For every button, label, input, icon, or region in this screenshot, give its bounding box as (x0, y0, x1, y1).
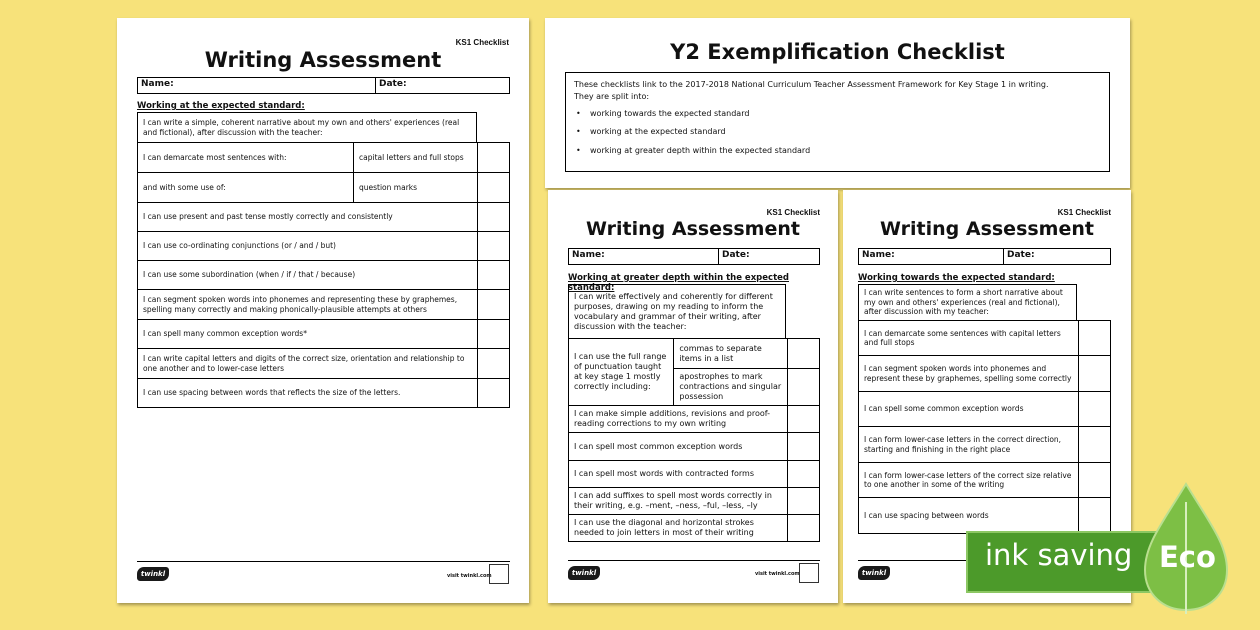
intro-statement: I can write a simple, coherent narrative about my own and others' experiences (real and fictional), after discussion with the teacher: (138, 113, 477, 143)
worksheet-title: Writing Assessment (204, 48, 442, 72)
info-line-1: These checklists link to the 2017-2018 National Curriculum Teacher Assessment Framework for Key Stage 1 in writing. (574, 80, 1049, 89)
section-heading: Working at the expected standard: (137, 101, 305, 111)
visit-link[interactable]: visit twinkl.com (755, 571, 800, 577)
table-row (859, 498, 1111, 534)
section-heading: Working at greater depth within the expected standard: (568, 273, 789, 293)
statement: I can use spacing between words (859, 498, 1079, 534)
table-row (859, 427, 1111, 463)
tick-box[interactable] (478, 203, 510, 232)
quality-badge-icon (799, 563, 819, 583)
name-date-box (137, 77, 510, 94)
table-row (138, 261, 510, 290)
section-heading: Working towards the expected standard: (858, 273, 1055, 283)
tick-box[interactable] (787, 369, 819, 406)
tick-box[interactable] (1078, 498, 1110, 534)
tick-box[interactable] (1078, 392, 1110, 427)
tick-box[interactable] (478, 173, 510, 203)
table-row (138, 320, 510, 349)
table-row (138, 143, 510, 173)
tick-box[interactable] (787, 461, 819, 488)
statement: I can make simple additions, revisions and proof-reading corrections to my own writing (569, 406, 788, 433)
footer-divider (568, 560, 820, 561)
statement: I can segment spoken words into phonemes and represent these by graphemes, spelling some correctly (859, 356, 1079, 392)
footer-divider (137, 561, 510, 562)
tick-box[interactable] (1078, 427, 1110, 463)
table-row (138, 290, 510, 320)
table-row (138, 379, 510, 408)
visit-link[interactable]: visit twinkl.com (447, 573, 492, 579)
table-row (569, 406, 820, 433)
table-row (859, 392, 1111, 427)
name-label: Name: (569, 249, 719, 264)
statement: I can demarcate most sentences with: (138, 143, 354, 173)
tick-box[interactable] (478, 290, 510, 320)
table-row (859, 321, 1111, 356)
tick-box[interactable] (1078, 321, 1110, 356)
statement: I can use present and past tense mostly correctly and consistently (138, 203, 478, 232)
name-date-box (858, 248, 1111, 265)
table-row (569, 433, 820, 461)
checklist-table (568, 338, 820, 542)
statement: I can write capital letters and digits of the correct size, orientation and relationship to one another and to lower-case letters (138, 349, 478, 379)
statement-detail: capital letters and full stops (354, 143, 478, 173)
tick-box[interactable] (478, 379, 510, 408)
name-label: Name: (138, 78, 376, 93)
worksheet-title: Writing Assessment (586, 218, 800, 240)
intro-table (568, 284, 786, 339)
intro-table (137, 112, 477, 143)
tick-box[interactable] (787, 433, 819, 461)
ink-saving-text: ink saving (985, 538, 1133, 572)
info-line-2: They are split into: (574, 92, 650, 102)
statement: I can form lower-case letters in the correct direction, starting and finishing in the right place (859, 427, 1079, 463)
statement: I can spell most common exception words (569, 433, 788, 461)
statement: I can use some subordination (when / if / that / because) (138, 261, 478, 290)
statement: I can form lower-case letters of the correct size relative to one another in some of the writing (859, 463, 1079, 498)
worksheet-greater-depth (548, 190, 838, 603)
standards-list (574, 108, 1101, 157)
tick-box[interactable] (1078, 463, 1110, 498)
date-label: Date: (1007, 250, 1035, 260)
worksheet-title: Writing Assessment (880, 218, 1094, 240)
statement: I can spell some common exception words (859, 392, 1079, 427)
statement: and with some use of: (138, 173, 354, 203)
table-row (859, 356, 1111, 392)
tick-box[interactable] (787, 406, 819, 433)
tick-box[interactable] (787, 339, 819, 369)
ks1-checklist-label: KS1 Checklist (766, 208, 820, 217)
punctuation-statement: I can use the full range of punctuation taught at key stage 1 mostly correctly including: (569, 339, 674, 406)
statement: I can demarcate some sentences with capital letters and full stops (859, 321, 1079, 356)
statement-detail: question marks (354, 173, 478, 203)
twinkl-logo: twinkl (858, 566, 890, 580)
date-label: Date: (722, 250, 750, 260)
table-row (569, 339, 820, 369)
table-row (569, 461, 820, 488)
ks1-checklist-label: KS1 Checklist (1057, 208, 1111, 217)
eco-badge-text: Eco (1159, 540, 1216, 574)
tick-box[interactable] (478, 143, 510, 173)
statement: I can spell most words with contracted forms (569, 461, 788, 488)
checklist-table (137, 142, 510, 408)
table-row (859, 463, 1111, 498)
date-label: Date: (379, 79, 407, 89)
worksheet-expected-standard (117, 18, 529, 603)
twinkl-logo: twinkl (137, 567, 169, 581)
intro-statement: I can write sentences to form a short narrative about my own and others' experiences (real and fictional), after discussion with my teacher: (859, 285, 1077, 321)
table-row (569, 488, 820, 515)
info-box (565, 72, 1110, 172)
tick-box[interactable] (787, 488, 819, 515)
tick-box[interactable] (1078, 356, 1110, 392)
intro-table (858, 284, 1077, 321)
name-date-box (568, 248, 820, 265)
table-row (138, 203, 510, 232)
statement-detail: apostrophes to mark contractions and singular possession (674, 369, 787, 406)
name-label: Name: (859, 249, 1004, 264)
statement: I can segment spoken words into phonemes and representing these by graphemes, spelling many correctly and making phonically-plausible attempts at others (138, 290, 478, 320)
tick-box[interactable] (478, 261, 510, 290)
statement: I can spell many common exception words* (138, 320, 478, 349)
table-row (138, 349, 510, 379)
intro-statement: I can write effectively and coherently for different purposes, drawing on my reading to inform the vocabulary and grammar of their writing, after discussion with the teacher: (569, 285, 786, 339)
twinkl-logo: twinkl (568, 566, 600, 580)
ks1-checklist-label: KS1 Checklist (455, 38, 509, 47)
table-row (138, 173, 510, 203)
y2-exemplification-sheet (545, 18, 1130, 188)
tick-box[interactable] (478, 232, 510, 261)
tick-box[interactable] (478, 320, 510, 349)
table-row (138, 232, 510, 261)
checklist-table (858, 320, 1111, 534)
quality-badge-icon (489, 564, 509, 584)
statement: I can use co-ordinating conjunctions (or / and / but) (138, 232, 478, 261)
list-item: • working at greater depth within the expected standard (574, 145, 1101, 157)
tick-box[interactable] (478, 349, 510, 379)
list-item: • working at the expected standard (574, 126, 1101, 138)
y2-title: Y2 Exemplification Checklist (670, 40, 1005, 64)
statement-detail: commas to separate items in a list (674, 339, 787, 369)
tick-box[interactable] (787, 515, 819, 542)
statement: I can add suffixes to spell most words correctly in their writing, e.g. –ment, –ness, –ful, –less, –ly (569, 488, 788, 515)
list-item: • working towards the expected standard (574, 108, 1101, 120)
statement: I can use the diagonal and horizontal strokes needed to join letters in most of their writing (569, 515, 788, 542)
table-row (569, 515, 820, 542)
statement: I can use spacing between words that reflects the size of the letters. (138, 379, 478, 408)
